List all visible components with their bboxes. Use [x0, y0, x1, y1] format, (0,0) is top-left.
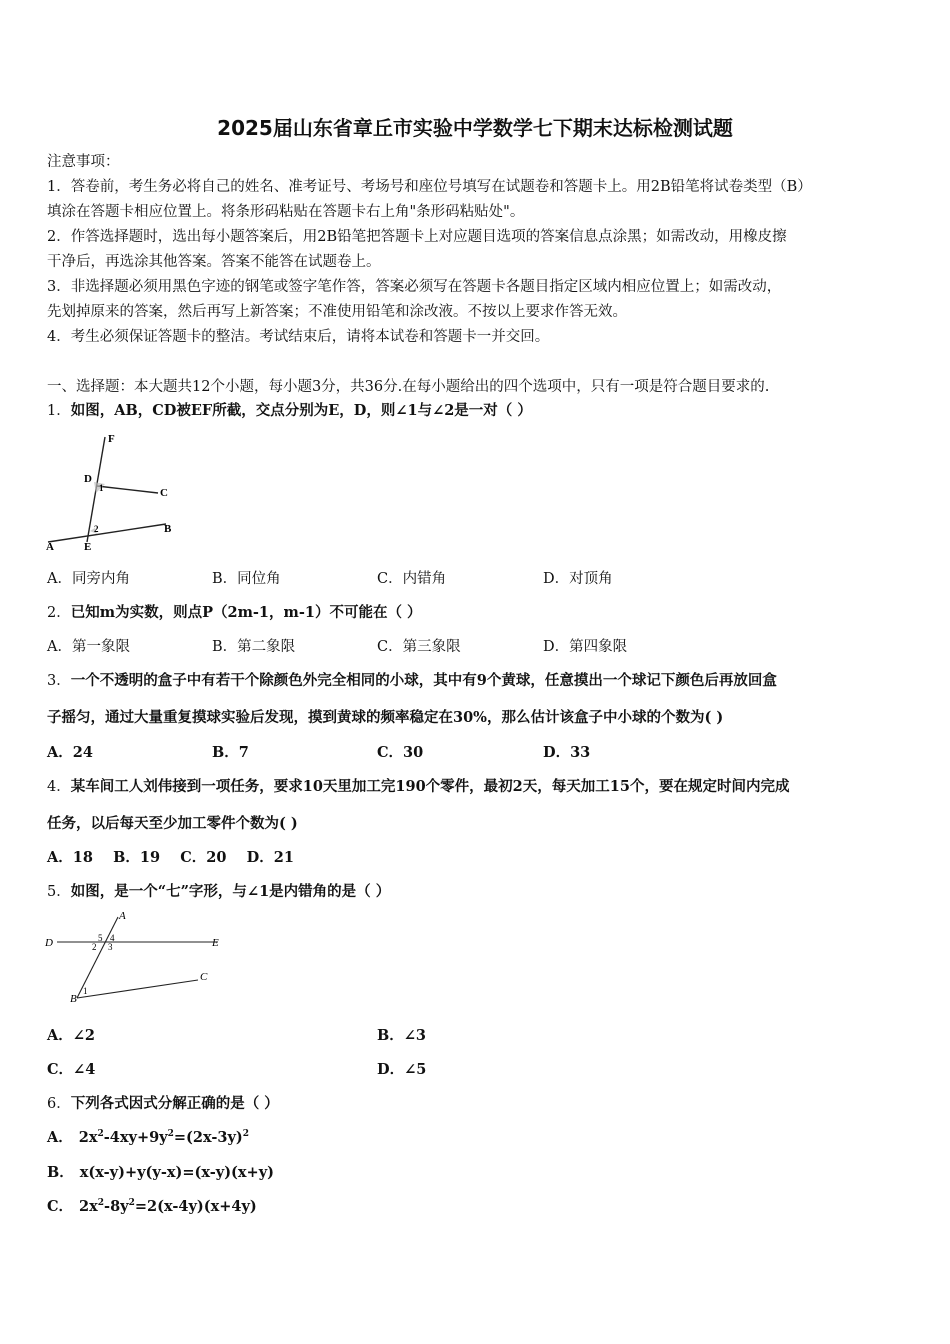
label-B: B	[70, 993, 77, 1005]
option-label: C．	[47, 1198, 74, 1215]
q5-option-c[interactable]: C．∠4	[47, 1061, 96, 1078]
section-heading: 一、选择题：本大题共12个小题，每小题3分，共36分.在每小题给出的四个选项中，只有一项是符合题目要求的.	[47, 379, 770, 395]
notice-line: 先划掉原来的答案，然后再写上新答案；不准使用铅笔和涂改液。不按以上要求作答无效。	[47, 304, 627, 320]
label-E: E	[84, 541, 92, 553]
label-B: B	[164, 523, 172, 535]
exponent: 2	[128, 1198, 135, 1209]
question-number: 1．	[47, 403, 71, 419]
question-3	[47, 671, 777, 691]
q3-option-a[interactable]: A．24	[47, 744, 93, 761]
q1-option-d[interactable]: D．对顶角	[543, 571, 613, 587]
angle-1-label: 1	[83, 986, 88, 996]
label-A: A	[119, 910, 126, 922]
expr-part: -8y	[104, 1198, 129, 1215]
q2-option-d[interactable]: D．第四象限	[543, 639, 628, 655]
question-3-cont: 子摇匀，通过大量重复摸球实验后发现，摸到黄球的频率稳定在30%，那么估计该盒子中小球的个数为( )	[47, 709, 724, 726]
notice-heading: 注意事项：	[47, 154, 120, 170]
question-number: 2．	[47, 605, 71, 621]
notice-line: 1．答卷前，考生务必将自己的姓名、准考证号、考场号和座位号填写在试题卷和答题卡上。用2B铅笔将试卷类型（B）	[47, 179, 812, 195]
q5-option-b[interactable]: B．∠3	[377, 1027, 426, 1044]
question-text: 一个不透明的盒子中有若干个除颜色外完全相同的小球，其中有9个黄球，任意摸出一个球记下颜色后再放回盒	[70, 672, 777, 689]
question-text: 已知m为实数，则点P（2m-1，m-1）不可能在（ ）	[70, 604, 422, 621]
q4-options[interactable]: A．18 B．19 C．20 D．21	[47, 849, 294, 866]
label-D: D	[84, 473, 92, 485]
angle-3-label: 3	[108, 942, 113, 952]
angle-4-label: 4	[110, 933, 115, 943]
q1-option-a[interactable]: A．同旁内角	[47, 571, 130, 587]
notice-line: 干净后，再选涂其他答案。答案不能答在试题卷上。	[47, 254, 381, 270]
q6-option-a[interactable]	[47, 1128, 249, 1148]
q2-option-b[interactable]: B．第二象限	[212, 639, 296, 655]
q1-figure	[40, 430, 190, 555]
label-E: E	[212, 937, 219, 949]
question-1	[47, 401, 532, 421]
expr-part: =2(x-4y)(x+4y)	[134, 1198, 257, 1215]
q1-option-c[interactable]: C．内错角	[377, 571, 447, 587]
question-text: 如图，是一个“七”字形，与∠1是内错角的是（ ）	[70, 883, 391, 900]
q6-option-b[interactable]	[47, 1163, 274, 1183]
q5-figure	[40, 908, 230, 1008]
question-4	[47, 777, 789, 797]
q1-option-b[interactable]: B．同位角	[212, 571, 281, 587]
notice-line: 填涂在答题卡相应位置上。将条形码粘贴在答题卡右上角"条形码粘贴处"。	[47, 204, 525, 220]
angle-2-label: 2	[92, 942, 97, 952]
label-C: C	[200, 971, 208, 983]
expr-part: -4xy+9y	[103, 1129, 168, 1146]
question-number: 5．	[47, 884, 71, 900]
question-number: 3．	[47, 673, 71, 689]
question-2	[47, 603, 422, 623]
question-text: 某车间工人刘伟接到一项任务，要求10天里加工完190个零件，最初2天，每天加工15个，要在规定时间内完成	[70, 778, 790, 795]
question-text: 如图，AB，CD被EF所截，交点分别为E，D，则∠1与∠2是一对（ ）	[70, 402, 532, 419]
expr-part: 2x	[79, 1198, 98, 1215]
question-number: 4．	[47, 779, 71, 795]
question-4-cont: 任务，以后每天至少加工零件个数为( )	[47, 815, 298, 832]
exponent: 2	[97, 1129, 104, 1140]
exponent: 2	[242, 1129, 250, 1140]
q3-option-c[interactable]: C．30	[377, 744, 424, 761]
q6-option-c[interactable]	[47, 1197, 257, 1217]
angle-1-label: 1	[99, 483, 104, 493]
question-number: 6．	[47, 1096, 71, 1112]
q2-option-c[interactable]: C．第三象限	[377, 639, 461, 655]
notice-line: 2．作答选择题时，选出每小题答案后，用2B铅笔把答题卡上对应题目选项的答案信息点涂黑；如需改动，用橡皮擦	[47, 229, 787, 245]
q3-option-d[interactable]: D．33	[543, 744, 591, 761]
label-A: A	[46, 541, 54, 553]
q5-option-d[interactable]: D．∠5	[377, 1061, 427, 1078]
angle-5-label: 5	[98, 933, 103, 943]
q2-option-a[interactable]: A．第一象限	[47, 639, 130, 655]
label-F: F	[108, 433, 115, 445]
option-label: A．	[47, 1129, 73, 1146]
option-label: B．	[47, 1164, 74, 1181]
exponent: 2	[167, 1129, 174, 1140]
q5-option-a[interactable]: A．∠2	[47, 1027, 95, 1044]
expr-part: x(x-y)+y(y-x)=(x-y)(x+y)	[79, 1164, 274, 1181]
notice-line: 4．考生必须保证答题卡的整洁。考试结束后，请将本试卷和答题卡一并交回。	[47, 329, 550, 345]
question-5	[47, 882, 390, 902]
notice-line: 3．非选择题必须用黑色字迹的钢笔或签字笔作答，答案必须写在答题卡各题目指定区域内相应位置上；如需改动，	[47, 279, 782, 295]
question-6	[47, 1094, 279, 1114]
expr-part: 2x	[78, 1129, 98, 1146]
angle-2-label: 2	[94, 524, 99, 534]
q3-option-b[interactable]: B．7	[212, 744, 249, 761]
expr-part: =(2x-3y)	[173, 1129, 243, 1146]
label-D: D	[45, 937, 53, 949]
label-C: C	[160, 487, 168, 499]
exponent: 2	[97, 1198, 105, 1209]
question-text: 下列各式因式分解正确的是（ ）	[70, 1095, 279, 1112]
page-title: 2025届山东省章丘市实验中学数学七下期末达标检测试题	[217, 116, 733, 140]
